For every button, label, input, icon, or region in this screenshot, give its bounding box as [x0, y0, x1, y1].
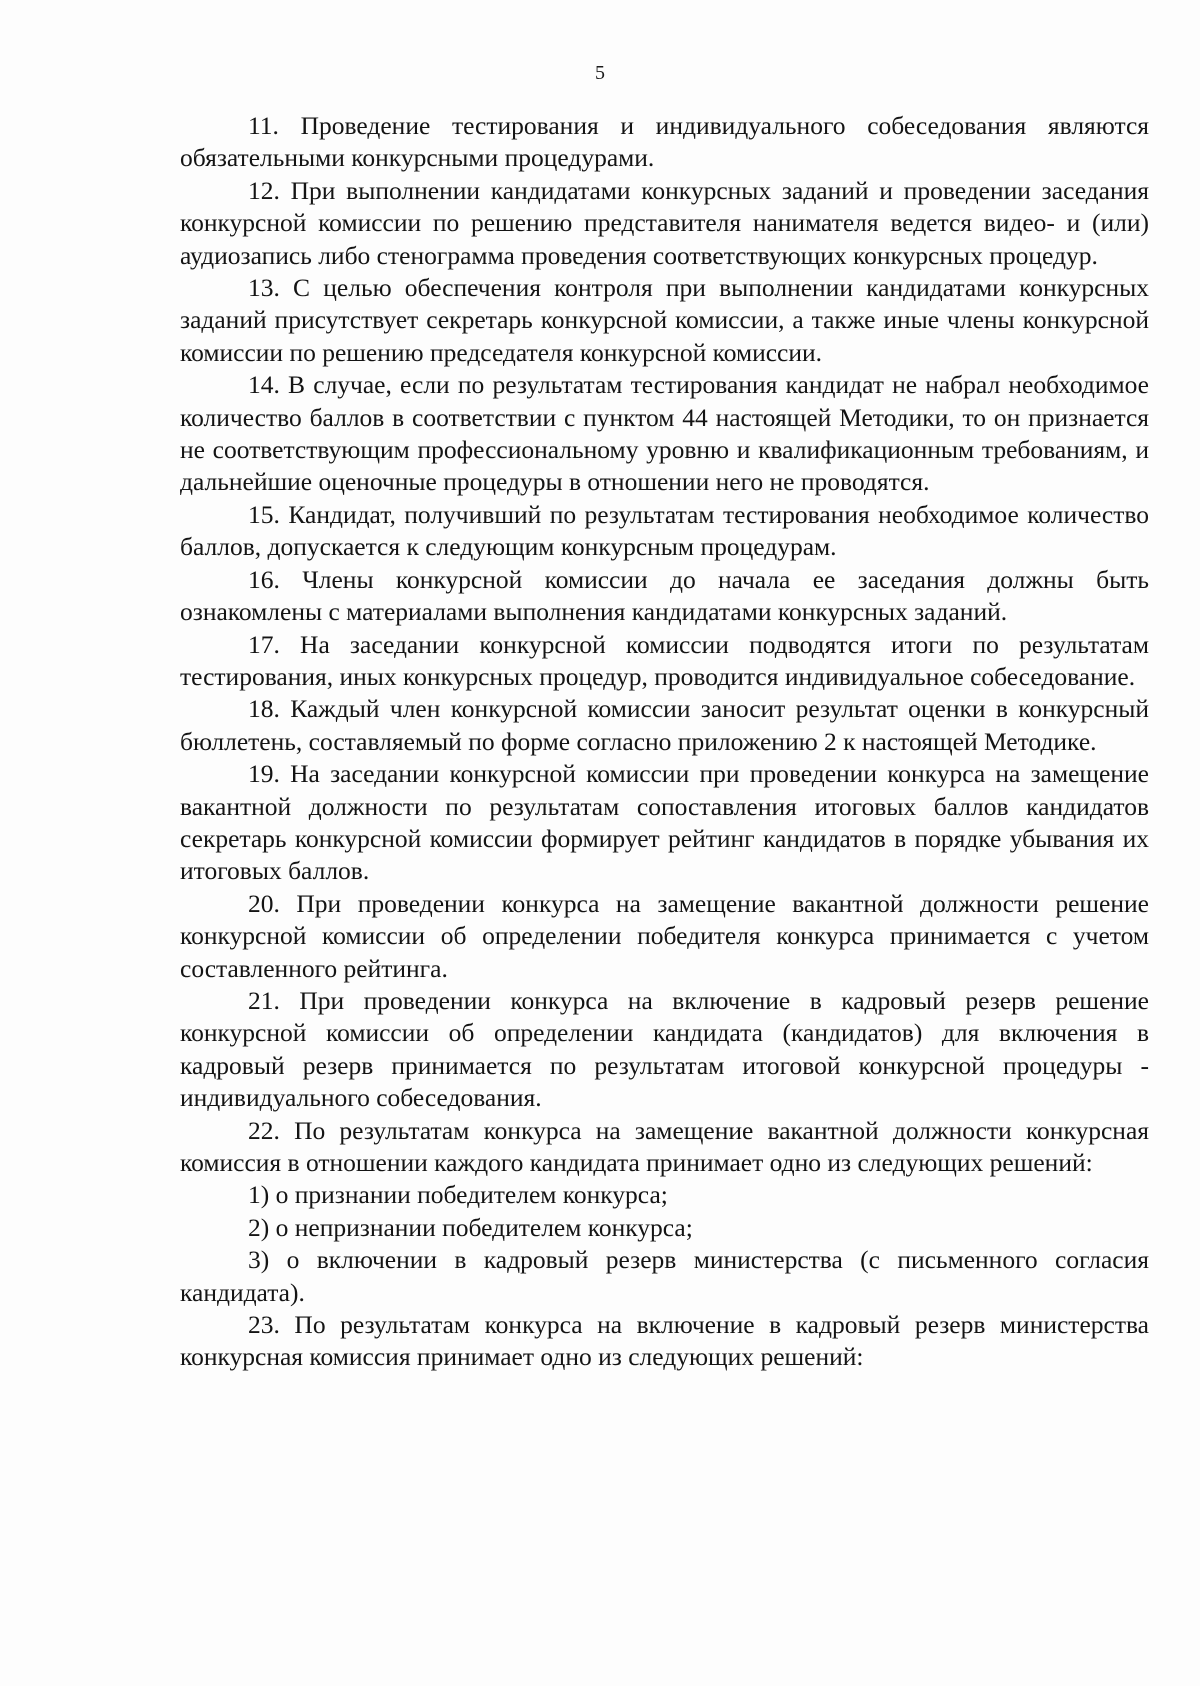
list-item-3: 3) о включении в кадровый резерв министерства (с письменного согласия кандидата).: [180, 1245, 1149, 1307]
document-body: [180, 110, 1149, 1374]
page-number: 5: [595, 62, 605, 84]
paragraph-item-13: 13. С целью обеспечения контроля при выполнении кандидатами конкурсных заданий присутствует секретарь конкурсной комиссии, а также иные члены конкурсной комиссии по решению председателя конкурсной комиссии.: [180, 273, 1149, 367]
paragraph-item-12: 12. При выполнении кандидатами конкурсных заданий и проведении заседания конкурсной комиссии по решению представителя нанимателя ведется видео- и (или) аудиозапись либо стенограмма проведения соответствующих конкурсных процедур.: [180, 175, 1149, 270]
paragraph-item-20: 20. При проведении конкурса на замещение вакантной должности решение конкурсной комиссии об определении победителя конкурса принимается с учетом составленного рейтинга.: [180, 888, 1149, 983]
paragraph-item-16: 16. Члены конкурсной комиссии до начала ее заседания должны быть ознакомлены с материалами выполнения кандидатами конкурсных заданий.: [180, 564, 1149, 627]
list-item-1: 1) о признании победителем конкурса;: [248, 1180, 668, 1210]
list-item-2: 2) о непризнании победителем конкурса;: [248, 1212, 693, 1242]
paragraph-item-21: 21. При проведении конкурса на включение в кадровый резерв решение конкурсной комиссии об определении кандидата (кандидатов) для включения в кадровый резерв принимается по результатам итоговой конкурсной процедуры - индивидуального собеседования.: [180, 985, 1149, 1113]
paragraph-item-17: 17. На заседании конкурсной комиссии подводятся итоги по результатам тестирования, иных конкурсных процедур, проводится индивидуальное собеседование.: [180, 629, 1149, 691]
paragraph-item-15: 15. Кандидат, получивший по результатам тестирования необходимое количество баллов, допускается к следующим конкурсным процедурам.: [180, 499, 1149, 562]
paragraph-item-14: 14. В случае, если по результатам тестирования кандидат не набрал необходимое количество баллов в соответствии с пунктом 44 настоящей Методики, то он признается не соответствующим профессиональному уровню и квалификационным требованиям, и дальнейшие оценочные процедуры в отношении него не проводятся.: [180, 370, 1149, 497]
paragraph-item-18: 18. Каждый член конкурсной комиссии заносит результат оценки в конкурсный бюллетень, составляемый по форме согласно приложению 2 к настоящей Методике.: [180, 694, 1149, 756]
paragraph-item-11: 11. Проведение тестирования и индивидуального собеседования являются обязательными конкурсными процедурами.: [180, 111, 1149, 173]
paragraph-item-22: 22. По результатам конкурса на замещение вакантной должности конкурсная комиссия в отношении каждого кандидата принимает одно из следующих решений:: [180, 1115, 1149, 1177]
paragraph-item-23: 23. По результатам конкурса на включение в кадровый резерв министерства конкурсная комиссия принимает одно из следующих решений:: [180, 1310, 1149, 1372]
paragraph-item-19: 19. На заседании конкурсной комиссии при проведении конкурса на замещение вакантной должности по результатам сопоставления итоговых баллов кандидатов секретарь конкурсной комиссии формирует рейтинг кандидатов в порядке убывания их итоговых баллов.: [180, 759, 1149, 886]
